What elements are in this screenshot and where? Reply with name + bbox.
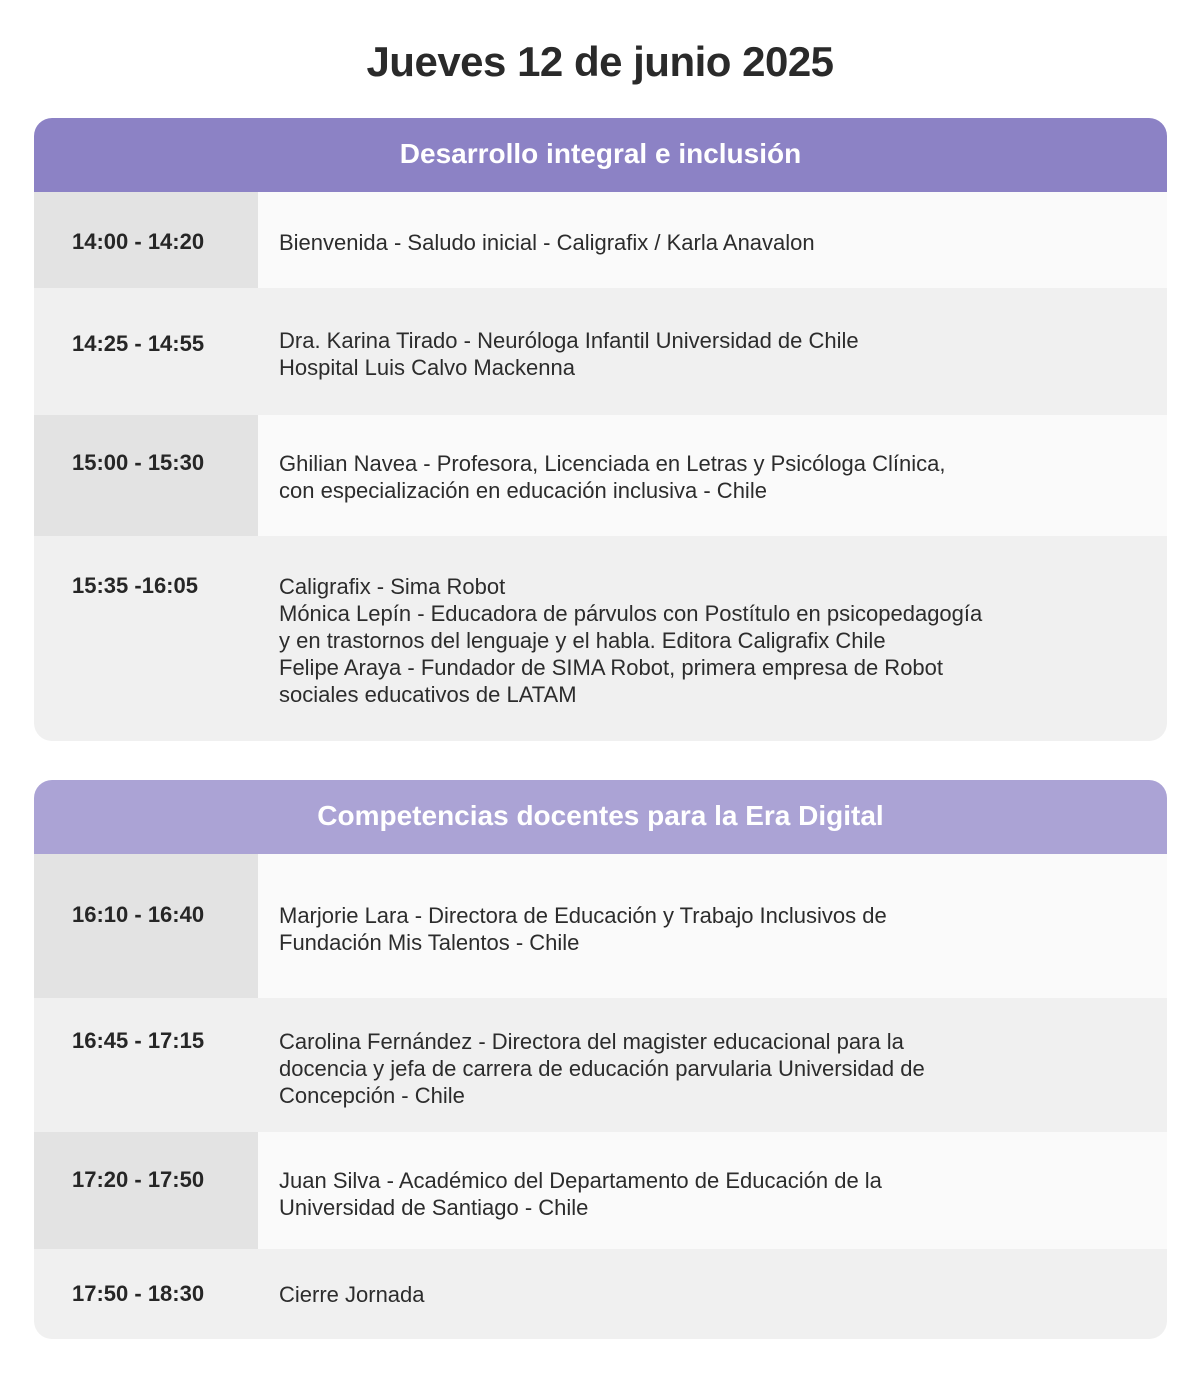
description-line: Mónica Lepín - Educadora de párvulos con Postítulo en psicopedagogía (279, 601, 983, 626)
session-header: Competencias docentes para la Era Digital (34, 780, 1167, 854)
schedule-row (34, 1249, 1167, 1339)
description-line: y en trastornos del lenguaje y el habla. Editora Caligrafix Chile (279, 628, 886, 653)
description-line: Juan Silva - Académico del Departamento de Educación de la (279, 1168, 882, 1193)
time-slot: 16:45 - 17:15 (34, 998, 258, 1132)
description-line: Felipe Araya - Fundador de SIMA Robot, primera empresa de Robot (279, 655, 944, 680)
description-line: Carolina Fernández - Directora del magister educacional para la (279, 1029, 904, 1054)
session-description (258, 1249, 1167, 1339)
time-slot: 17:20 - 17:50 (34, 1132, 258, 1249)
session-description (258, 536, 1167, 741)
schedule-row (34, 415, 1167, 536)
description-line: Hospital Luis Calvo Mackenna (279, 355, 575, 380)
description-line: Marjorie Lara - Directora de Educación y Trabajo Inclusivos de (279, 903, 887, 928)
description-line: Caligrafix - Sima Robot (279, 574, 506, 599)
description-line: Concepción - Chile (279, 1083, 465, 1108)
session-block-competencias (34, 780, 1167, 1339)
time-slot: 15:00 - 15:30 (34, 415, 258, 536)
schedule-row (34, 536, 1167, 741)
schedule-row (34, 1132, 1167, 1249)
schedule-row (34, 192, 1167, 288)
description-line: con especialización en educación inclusiva - Chile (279, 478, 767, 503)
time-slot: 14:00 - 14:20 (34, 192, 258, 288)
time-slot: 16:10 - 16:40 (34, 854, 258, 998)
page-title: Jueves 12 de junio 2025 (366, 38, 834, 85)
description-line: sociales educativos de LATAM (279, 682, 577, 707)
time-slot: 14:25 - 14:55 (34, 288, 258, 415)
description-line: docencia y jefa de carrera de educación parvularia Universidad de (279, 1056, 925, 1081)
schedule-row (34, 288, 1167, 415)
description-line: Fundación Mis Talentos - Chile (279, 930, 580, 955)
time-slot: 15:35 -16:05 (34, 536, 258, 741)
session-description (258, 415, 1167, 536)
description-line: Ghilian Navea - Profesora, Licenciada en Letras y Psicóloga Clínica, (279, 451, 946, 476)
session-description (258, 288, 1167, 415)
session-block-desarrollo (34, 118, 1167, 741)
description-line: Bienvenida - Saludo inicial - Caligrafix / Karla Anavalon (279, 230, 815, 255)
description-line: Universidad de Santiago - Chile (279, 1195, 589, 1220)
session-header: Desarrollo integral e inclusión (34, 118, 1167, 192)
schedule-row (34, 998, 1167, 1132)
description-line: Cierre Jornada (279, 1282, 425, 1307)
session-description (258, 854, 1167, 998)
session-description (258, 1132, 1167, 1249)
time-slot: 17:50 - 18:30 (34, 1249, 258, 1339)
session-description (258, 192, 1167, 288)
schedule-row (34, 854, 1167, 998)
description-line: Dra. Karina Tirado - Neuróloga Infantil Universidad de Chile (279, 328, 859, 353)
session-description (258, 998, 1167, 1132)
